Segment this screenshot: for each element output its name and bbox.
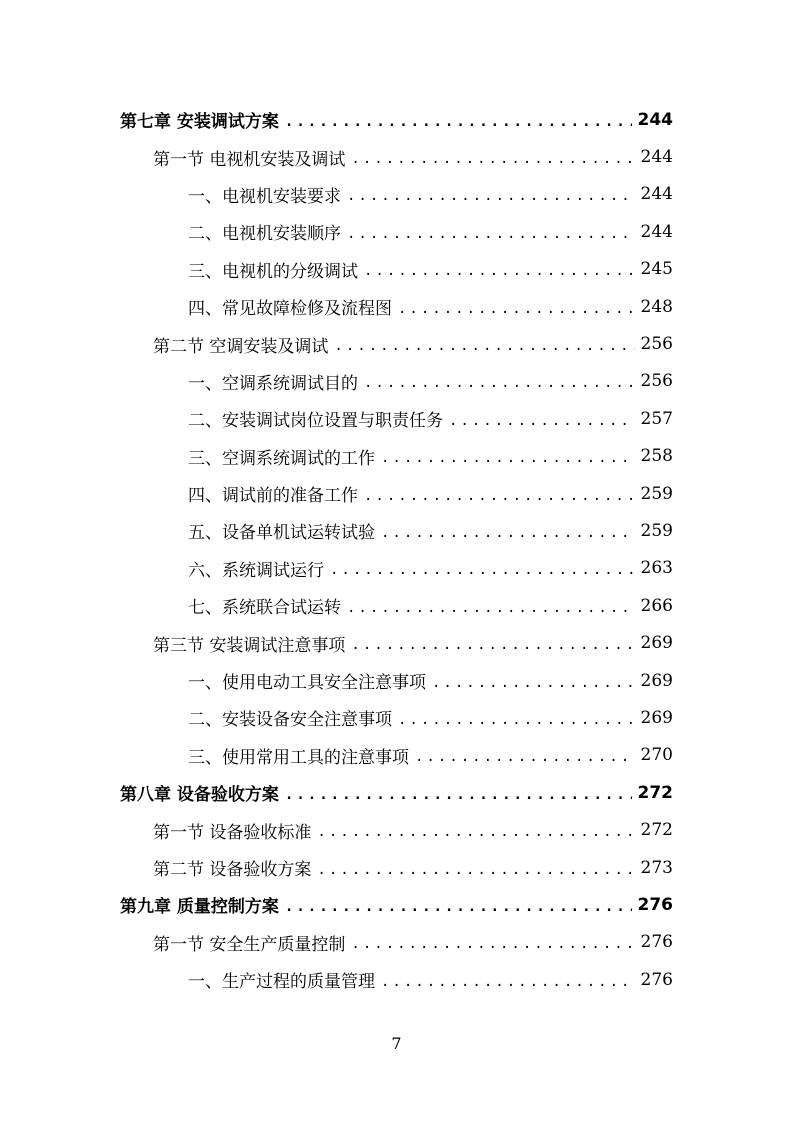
toc-entry-section[interactable] <box>0 138 793 175</box>
toc-entry-page: 257 <box>640 408 673 429</box>
toc-entry-title: 三、使用常用工具的注意事项 <box>188 747 409 768</box>
toc-entry-page: 263 <box>640 558 673 579</box>
dot-leader <box>364 489 635 503</box>
toc-entry-chapter[interactable] <box>0 886 793 923</box>
toc-entry-subsection[interactable] <box>0 475 793 512</box>
toc-entry-page: 256 <box>640 334 673 355</box>
toc-entry-title: 三、空调系统调试的工作 <box>188 448 375 469</box>
toc-entry-page: 270 <box>640 745 673 766</box>
toc-entry-title: 第一节 设备验收标准 <box>153 822 312 843</box>
toc-entry-title: 六、系统调试运行 <box>188 560 324 581</box>
dot-leader <box>398 302 635 316</box>
toc-entry-page: 269 <box>640 633 673 654</box>
toc-entry-page: 244 <box>640 184 673 205</box>
toc-entry-page: 256 <box>640 371 673 392</box>
dot-leader <box>364 376 635 390</box>
toc-entry-page: 276 <box>637 894 673 915</box>
toc-entry-title: 第三节 安装调试注意事项 <box>153 635 346 656</box>
toc-entry-subsection[interactable] <box>0 587 793 624</box>
toc-entry-section[interactable] <box>0 325 793 362</box>
dot-leader <box>330 563 635 577</box>
dot-leader <box>351 638 634 652</box>
toc-entry-title: 四、常见故障检修及流程图 <box>188 299 392 320</box>
dot-leader <box>285 115 632 129</box>
toc-entry-title: 二、安装调试岗位设置与职责任务 <box>188 411 443 432</box>
toc-entry-section[interactable] <box>0 924 793 961</box>
toc-entry-chapter[interactable] <box>0 101 793 138</box>
toc-entry-subsection[interactable] <box>0 737 793 774</box>
toc-entry-title: 第二节 空调安装及调试 <box>153 336 329 357</box>
dot-leader <box>347 189 635 203</box>
toc-entry-title: 二、电视机安装顺序 <box>188 224 341 245</box>
toc-entry-page: 273 <box>640 857 673 878</box>
toc-entry-title: 第九章 质量控制方案 <box>120 897 279 918</box>
dot-leader <box>351 937 634 951</box>
toc-entry-title: 第二节 设备验收方案 <box>153 860 312 880</box>
toc-entry-title: 第七章 安装调试方案 <box>120 112 279 133</box>
dot-leader <box>317 863 634 877</box>
toc-entry-subsection[interactable] <box>0 213 793 250</box>
page-number: 7 <box>391 1034 402 1053</box>
dot-leader <box>415 750 635 764</box>
dot-leader <box>381 975 635 989</box>
toc-entry-page: 276 <box>640 932 673 953</box>
dot-leader <box>432 676 635 690</box>
dot-leader <box>285 788 632 802</box>
toc-entry-subsection[interactable] <box>0 176 793 213</box>
dot-leader <box>347 601 635 615</box>
dot-leader <box>381 451 635 465</box>
toc-entry-page: 269 <box>640 707 673 728</box>
toc-entry-page: 276 <box>640 969 673 990</box>
dot-leader <box>449 414 635 428</box>
toc-entry-subsection[interactable] <box>0 512 793 549</box>
toc-entry-page: 272 <box>640 820 673 841</box>
toc-entry-page: 244 <box>640 221 673 242</box>
toc-entry-section[interactable] <box>0 624 793 661</box>
toc-entry-title: 五、设备单机试运转试验 <box>188 523 375 544</box>
toc-entry-subsection[interactable] <box>0 400 793 437</box>
toc-entry-subsection[interactable] <box>0 363 793 400</box>
toc-entry-title: 七、系统联合试运转 <box>188 598 341 619</box>
toc-entry-title: 二、安装设备安全注意事项 <box>188 710 392 731</box>
toc-entry-section[interactable] <box>0 849 793 886</box>
toc-entry-title: 第八章 设备验收方案 <box>120 785 279 806</box>
toc-entry-title: 一、电视机安装要求 <box>188 186 341 207</box>
toc-entry-title: 第一节 电视机安装及调试 <box>153 149 346 170</box>
dot-leader <box>285 900 632 914</box>
toc-entry-title: 一、生产过程的质量管理 <box>188 972 375 993</box>
toc-entry-subsection[interactable] <box>0 662 793 699</box>
toc-entry-page: 248 <box>640 296 673 317</box>
toc-entry-subsection[interactable] <box>0 699 793 736</box>
toc-entry-subsection[interactable] <box>0 961 793 998</box>
toc-entry-subsection[interactable] <box>0 251 793 288</box>
toc-entry-subsection[interactable] <box>0 550 793 587</box>
toc-entry-page: 266 <box>640 595 673 616</box>
toc-entry-title: 一、使用电动工具安全注意事项 <box>188 673 426 694</box>
toc-entry-page: 272 <box>637 782 673 803</box>
toc-entry-subsection[interactable] <box>0 288 793 325</box>
dot-leader <box>381 526 635 540</box>
toc-entry-title: 四、调试前的准备工作 <box>188 486 358 507</box>
toc-entry-page: 258 <box>640 446 673 467</box>
toc-entry-page: 259 <box>640 483 673 504</box>
toc-entry-page: 245 <box>640 259 673 280</box>
toc-entry-page: 259 <box>640 520 673 541</box>
table-of-contents <box>0 101 793 998</box>
toc-entry-subsection[interactable] <box>0 438 793 475</box>
dot-leader <box>347 227 635 241</box>
toc-entry-title: 一、空调系统调试目的 <box>188 373 358 394</box>
dot-leader <box>351 152 634 166</box>
toc-entry-title: 第一节 安全生产质量控制 <box>153 934 346 955</box>
toc-entry-section[interactable] <box>0 811 793 848</box>
dot-leader <box>364 264 635 278</box>
toc-entry-chapter[interactable] <box>0 774 793 811</box>
toc-entry-title: 三、电视机的分级调试 <box>188 261 358 282</box>
dot-leader <box>317 825 634 839</box>
toc-entry-page: 269 <box>640 670 673 691</box>
dot-leader <box>398 713 635 727</box>
dot-leader <box>334 339 634 353</box>
toc-entry-page: 244 <box>637 109 673 130</box>
toc-entry-page: 244 <box>640 147 673 168</box>
